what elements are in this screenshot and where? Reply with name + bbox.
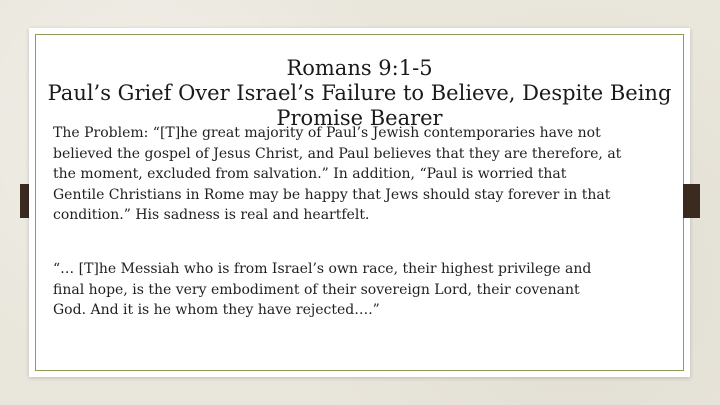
paragraph-line: the moment, excluded from salvation.” In addition, “Paul is worried that xyxy=(53,166,567,182)
paragraph-line: “… [T]he Messiah who is from Israel’s own race, their highest privilege and xyxy=(53,261,592,277)
paragraph-line: The Problem: “[T]he great majority of Paul’s Jewish contemporaries have not xyxy=(53,125,601,141)
title-line-subtitle-continued: Promise Bearer xyxy=(276,106,443,130)
problem-paragraph xyxy=(53,123,673,226)
title-line-subtitle: Paul’s Grief Over Israel’s Failure to Believe, Despite Being xyxy=(47,81,672,105)
paragraph-line: God. And it is he whom they have rejected….” xyxy=(53,302,380,318)
paragraph-line: believed the gospel of Jesus Christ, and Paul believes that they are therefore, at xyxy=(53,145,622,162)
slide-title xyxy=(39,56,680,131)
right-tab-decoration xyxy=(683,184,700,218)
paragraph-line: Gentile Christians in Rome may be happy that Jews should stay forever in that xyxy=(53,186,611,203)
paragraph-line: final hope, is the very embodiment of their sovereign Lord, their covenant xyxy=(53,281,580,298)
messiah-quote-paragraph xyxy=(53,259,673,321)
title-line-reference: Romans 9:1-5 xyxy=(286,56,433,80)
paragraph-line: condition.” His sadness is real and heartfelt. xyxy=(53,207,370,223)
